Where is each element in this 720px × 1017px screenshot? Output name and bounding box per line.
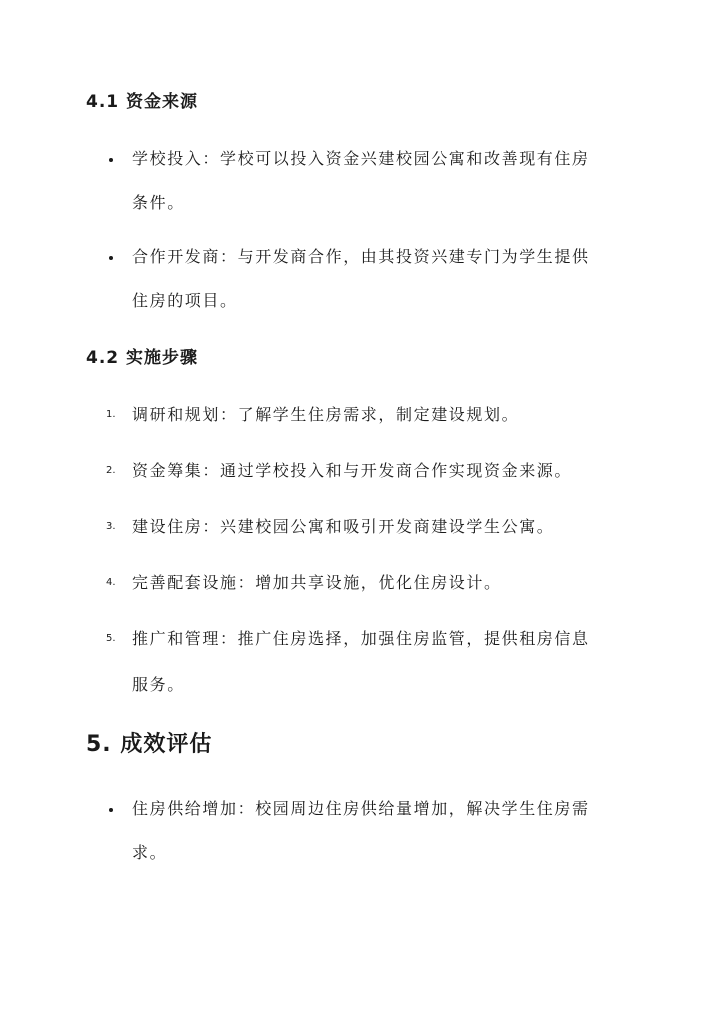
bullet-marker <box>106 146 130 172</box>
step-text-line2: 服务。 <box>132 675 185 694</box>
heading-5: 5. 成效评估 <box>86 732 213 757</box>
item-text-line2: 求。 <box>132 843 168 862</box>
step-text: 资金筹集：通过学校投入和与开发商合作实现资金来源。 <box>132 461 573 480</box>
step-number: 5. <box>106 633 116 644</box>
step-text: 建设住房：兴建校园公寓和吸引开发商建设学生公寓。 <box>132 517 555 536</box>
bullet-marker <box>106 244 130 270</box>
item-text-line1: 住房供给增加：校园周边住房供给量增加，解决学生住房需 <box>132 799 590 818</box>
step-number: 1. <box>106 409 116 420</box>
item-text-line2: 住房的项目。 <box>132 291 238 310</box>
step-number: 3. <box>106 521 116 532</box>
bullet-marker <box>106 796 130 822</box>
item-text-line1: 学校投入：学校可以投入资金兴建校园公寓和改善现有住房 <box>132 149 590 168</box>
heading-4-2: 4.2 实施步骤 <box>86 348 199 368</box>
step-number: 2. <box>106 465 116 476</box>
step-text: 完善配套设施：增加共享设施，优化住房设计。 <box>132 573 502 592</box>
step-text-line1: 推广和管理：推广住房选择，加强住房监管，提供租房信息 <box>132 629 590 648</box>
step-text: 调研和规划：了解学生住房需求，制定建设规划。 <box>132 405 520 424</box>
step-number: 4. <box>106 577 116 588</box>
item-text-line1: 合作开发商：与开发商合作，由其投资兴建专门为学生提供 <box>132 247 590 266</box>
item-text-line2: 条件。 <box>132 193 185 212</box>
heading-4-1: 4.1 资金来源 <box>86 92 199 112</box>
